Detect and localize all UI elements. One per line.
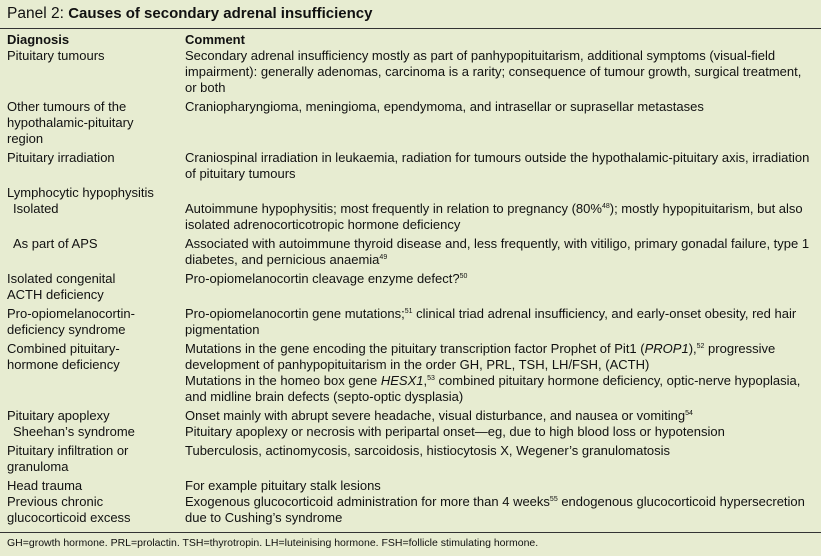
table-row <box>0 424 821 443</box>
bottom-divider <box>0 532 821 533</box>
diagnosis-cell <box>0 201 185 236</box>
gene-name: HESX1 <box>380 373 424 388</box>
panel-label: Panel 2: <box>7 5 64 22</box>
comment-line <box>185 341 815 373</box>
comment-line <box>185 373 815 405</box>
table-row <box>0 408 821 424</box>
comment-cell <box>185 271 821 306</box>
reference-marker: 49 <box>379 254 388 261</box>
diagnosis-cell: Isolated congenital ACTH deficiency <box>7 271 116 302</box>
comment-cell <box>185 201 821 236</box>
comment-cell: Secondary adrenal insufficiency mostly as part of panhypopituitarism, additional symptoms (visual-field impairment): generally adenomas, carcinoma is a rarity; consequence of tumour growth, surgical treatment, or both <box>185 48 802 95</box>
diagnosis-cell: Pituitary irradiation <box>7 150 115 165</box>
comment-cell: Tuberculosis, actinomycosis, sarcoidosis, histiocytosis X, Wegener’s granulomatosis <box>185 443 671 458</box>
panel-title <box>7 4 372 24</box>
table-row <box>0 99 821 150</box>
table-row <box>0 201 821 236</box>
reference-marker: 50 <box>459 273 468 280</box>
table-row <box>0 478 821 494</box>
comment-cell: Craniospinal irradiation in leukaemia, radiation for tumours outside the hypothalamic-pituitary axis, irradiation of pituitary tumours <box>185 150 810 181</box>
abbreviations-footnote: GH=growth hormone. PRL=prolactin. TSH=thyrotropin. LH=luteinising hormone. FSH=follicle stimulating hormone. <box>7 537 539 549</box>
diagnosis-cell: Previous chronic glucocorticoid excess <box>7 494 131 525</box>
panel-title-text: Causes of secondary adrenal insufficiency <box>68 5 373 22</box>
comment-cell <box>185 494 821 526</box>
table-row <box>0 494 821 526</box>
gene-name: PROP1 <box>644 341 689 356</box>
comment-text: Onset mainly with abrupt severe headache, visual disturbance, and nausea or vomiting <box>185 408 686 423</box>
comment-cell <box>185 306 821 341</box>
comment-cell: For example pituitary stalk lesions <box>185 478 381 493</box>
reference-marker: 52 <box>696 343 705 350</box>
table-row <box>0 48 821 99</box>
diagnosis-subitem: Sheehan’s syndrome <box>13 424 135 439</box>
table-row <box>0 271 821 306</box>
comment-text: Mutations in the gene encoding the pituitary transcription factor Prophet of Pit1 ( <box>185 341 645 356</box>
table-row <box>0 306 821 341</box>
comment-cell <box>185 408 821 424</box>
diagnosis-cell: Pituitary apoplexy <box>7 408 110 423</box>
comment-cell <box>185 236 821 271</box>
diagnosis-cell: Pituitary infiltration or granuloma <box>7 443 129 474</box>
table-row <box>0 236 821 271</box>
comment-cell <box>185 341 821 408</box>
diagnosis-cell <box>0 236 185 271</box>
column-header-comment: Comment <box>185 32 245 47</box>
table-row <box>0 150 821 185</box>
causes-table <box>0 48 821 526</box>
comment-text: Pro-opiomelanocortin gene mutations; <box>185 306 405 321</box>
comment-text: clinical triad adrenal insufficiency, and early-onset obesity, red hair pigmentation <box>185 306 797 337</box>
reference-marker: 55 <box>549 496 558 503</box>
table-row <box>0 443 821 478</box>
diagnosis-cell: Pituitary tumours <box>7 48 105 63</box>
reference-marker: 54 <box>685 410 693 417</box>
diagnosis-cell: Lymphocytic hypophysitis <box>7 185 154 200</box>
table-row <box>0 185 821 201</box>
comment-text: Mutations in the homeo box gene <box>185 373 381 388</box>
table-row <box>0 341 821 408</box>
comment-text: ), <box>688 341 697 356</box>
comment-text: Exogenous glucocorticoid administration for more than 4 weeks <box>185 494 550 509</box>
diagnosis-cell: Other tumours of the hypothalamic-pituitary region <box>7 99 134 146</box>
diagnosis-cell: Head trauma <box>7 478 83 493</box>
comment-text: endogenous glucocorticoid hypersecretion due to Cushing’s syndrome <box>185 494 805 525</box>
diagnosis-cell: Pro-opiomelanocortin-deficiency syndrome <box>7 306 135 337</box>
comment-text: Associated with autoimmune thyroid disease and, less frequently, with vitiligo, primary gonadal failure, type 1 diabetes, and pernicious anaemia <box>185 236 810 267</box>
diagnosis-cell <box>0 424 185 443</box>
comment-text: combined pituitary hormone deficiency, optic-nerve hypoplasia, and midline brain defects (septo-optic dysplasia) <box>185 373 801 404</box>
reference-marker: 53 <box>427 375 435 382</box>
comment-text: Autoimmune hypophysitis; most frequently in relation to pregnancy (80% <box>185 201 602 216</box>
diagnosis-subitem: As part of APS <box>13 236 98 251</box>
reference-marker: 51 <box>404 308 413 315</box>
comment-text: ); mostly hypopituitarism, but also isolated adrenocorticotropic hormone deficiency <box>185 201 803 232</box>
top-divider <box>0 28 821 29</box>
comment-text: Pro-opiomelanocortin cleavage enzyme defect? <box>185 271 460 286</box>
diagnosis-subitem: Isolated <box>13 201 59 216</box>
comment-cell <box>185 185 821 201</box>
reference-marker: 48 <box>601 203 610 210</box>
comment-cell: Pituitary apoplexy or necrosis with peripartal onset—eg, due to high blood loss or hypotension <box>185 424 725 439</box>
comment-cell: Craniopharyngioma, meningioma, ependymoma, and intrasellar or suprasellar metastases <box>185 99 704 114</box>
diagnosis-cell: Combined pituitary-hormone deficiency <box>7 341 120 372</box>
column-header-diagnosis: Diagnosis <box>7 32 70 47</box>
comment-text: , <box>423 373 428 388</box>
comment-text: progressive development of panhypopituitarism in the order GH, PRL, TSH, LH/FSH, (ACTH) <box>185 341 776 372</box>
